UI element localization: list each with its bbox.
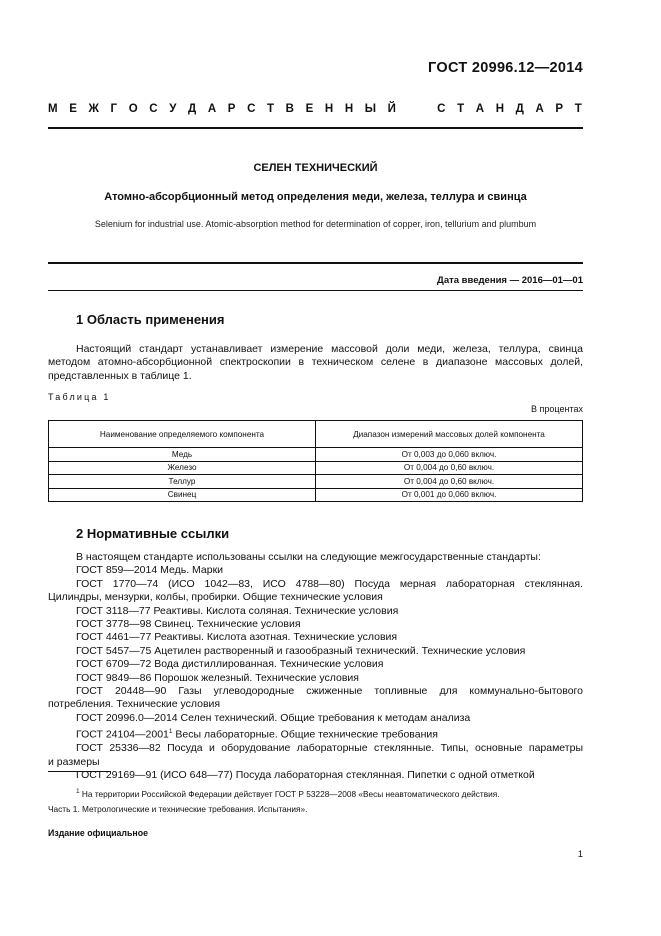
range-cell: От 0,004 до 0,60 включ. (316, 475, 583, 489)
banner-letter: В (285, 103, 294, 115)
range-cell: От 0,004 до 0,60 включ. (316, 461, 583, 475)
reference-line (48, 564, 583, 577)
reference-line (48, 658, 583, 671)
banner-letter: Ы (364, 103, 377, 115)
reference-line (48, 631, 583, 644)
banner-letter: Н (495, 103, 505, 115)
table-row (49, 488, 583, 502)
page-number: 1 (577, 849, 583, 860)
banner-letter: Д (188, 103, 197, 115)
components-table (48, 420, 583, 502)
component-cell: Железо (49, 461, 316, 475)
date-divider (48, 290, 583, 291)
reference-line (48, 756, 583, 769)
reference-line (48, 769, 583, 782)
header-range: Диапазон измерений массовых долей компонента (316, 421, 583, 448)
banner-letter: Ж (88, 103, 99, 115)
footnote-reference-mark: 1 (168, 728, 173, 736)
reference-text: ГОСТ 20448—90 Газы углеводородные сжиженные топливные для коммунально-бытового (76, 685, 583, 698)
document-title: СЕЛЕН ТЕХНИЧЕСКИЙ (253, 162, 378, 174)
banner-letter: Т (457, 103, 465, 115)
section-2-heading: 2 Нормативные ссылки (76, 526, 230, 541)
normative-references-list (48, 551, 583, 782)
banner-letter: М (48, 103, 58, 115)
reference-text: ГОСТ 859—2014 Медь. Марки (76, 564, 224, 577)
reference-text: и размеры (48, 755, 100, 768)
table-caption: Таблица 1 (48, 392, 111, 402)
range-cell: От 0,001 до 0,060 включ. (316, 488, 583, 502)
reference-line (48, 672, 583, 685)
reference-text: ГОСТ 24104—2001 (76, 728, 169, 741)
banner-letter: С (149, 103, 158, 115)
reference-line (48, 698, 583, 711)
reference-text-tail: Весы лабораторные. Общие технические требования (172, 728, 438, 741)
reference-line (48, 591, 583, 604)
component-cell: Теллур (49, 475, 316, 489)
reference-text: потребления. Технические условия (48, 698, 221, 711)
document-number: ГОСТ 20996.12—2014 (428, 60, 583, 76)
reference-text: В настоящем стандарте использованы ссылки на следующие межгосударственные стандарты: (76, 551, 541, 563)
standard-type-banner (48, 103, 582, 115)
banner-letter: Е (305, 103, 314, 115)
footnote-line-1 (48, 784, 583, 802)
footnote-line-2: Часть 1. Метрологические и технические требования. Испытания». (48, 803, 308, 814)
reference-line (48, 578, 583, 591)
banner-gap (408, 103, 426, 115)
reference-text: ГОСТ 9849—86 Порошок железный. Технические условия (76, 671, 359, 684)
section-1-heading: 1 Область применения (76, 312, 225, 327)
reference-line (48, 725, 583, 742)
document-subtitle: Атомно-абсорбционный метод определения меди, железа, теллура и свинца (104, 191, 527, 203)
banner-letter: Н (344, 103, 354, 115)
table-header-row (49, 421, 583, 448)
footnote-divider (48, 771, 111, 772)
reference-line (48, 618, 583, 631)
section-1-paragraph (48, 343, 583, 383)
reference-text: ГОСТ 4461—77 Реактивы. Кислота азотная. Технические условия (76, 631, 398, 644)
banner-letter: С (437, 103, 446, 115)
reference-text: ГОСТ 5457—75 Ацетилен растворенный и газообразный технический. Технические условия (76, 644, 526, 657)
reference-text: ГОСТ 1770—74 (ИСО 1042—83, ИСО 4788—80) Посуда мерная лабораторная стеклянная. (76, 577, 583, 590)
footnote-mark: 1 (76, 788, 80, 795)
reference-line (48, 605, 583, 618)
reference-line (48, 551, 583, 564)
banner-letter: Е (69, 103, 77, 115)
reference-text: ГОСТ 25336—82 Посуда и оборудование лабораторные стеклянные. Типы, основные параметры (76, 742, 583, 755)
reference-line (48, 645, 583, 658)
banner-letter: У (169, 103, 177, 115)
header-component: Наименование определяемого компонента (49, 421, 316, 448)
reference-line (48, 712, 583, 725)
introduction-date: Дата введения — 2016—01—01 (437, 275, 583, 286)
reference-line (48, 685, 583, 698)
footnote-text-1: На территории Российской Федерации действует ГОСТ Р 53228—2008 «Весы неавтоматического действия. (79, 788, 500, 799)
range-cell: От 0,003 до 0,060 включ. (316, 448, 583, 462)
reference-text: ГОСТ 3118—77 Реактивы. Кислота соляная. Технические условия (76, 604, 399, 617)
banner-letter: Т (267, 103, 275, 115)
banner-letter: А (207, 103, 217, 115)
reference-line (48, 742, 583, 755)
top-divider (48, 127, 583, 129)
reference-text: Цилиндры, мензурки, колбы, пробирки. Общие технические условия (48, 591, 383, 604)
table-unit: В процентах (531, 404, 583, 414)
banner-letter: Т (574, 103, 582, 115)
table-row (49, 448, 583, 462)
reference-text: ГОСТ 6709—72 Вода дистиллированная. Технические условия (76, 658, 384, 671)
banner-letter: Г (110, 103, 118, 115)
banner-letter: А (475, 103, 485, 115)
table-row (49, 475, 583, 489)
title-divider (48, 262, 583, 264)
reference-text: ГОСТ 20996.0—2014 Селен технический. Общие требования к методам анализа (76, 711, 471, 724)
footnote (48, 784, 583, 817)
banner-letter: О (128, 103, 138, 115)
official-edition-label: Издание официальное (48, 828, 148, 838)
english-title: Selenium for industrial use. Atomic-absorption method for determination of copper, iron, tellurium and plumbum (94, 219, 537, 229)
banner-letter: Н (324, 103, 334, 115)
reference-text: ГОСТ 3778—98 Свинец. Технические условия (76, 618, 301, 631)
scope-text: Настоящий стандарт устанавливает измерение массовой доли меди, железа, теллура, свинца методом атомно-абсорбционной спектроскопии в техническом селене в диапазоне массовых долей, представленных в таблице 1. (48, 343, 583, 382)
component-cell: Свинец (49, 488, 316, 502)
banner-letter: Р (555, 103, 564, 115)
banner-letter: Р (227, 103, 236, 115)
component-cell: Медь (49, 448, 316, 462)
reference-text: ГОСТ 29169—91 (ИСО 648—77) Посуда лабораторная стеклянная. Пипетки с одной отметкой (76, 769, 535, 781)
banner-letter: Й (387, 103, 396, 115)
banner-letter: А (535, 103, 544, 115)
table-row (49, 461, 583, 475)
banner-letter: Д (515, 103, 524, 115)
banner-letter: С (247, 103, 256, 115)
